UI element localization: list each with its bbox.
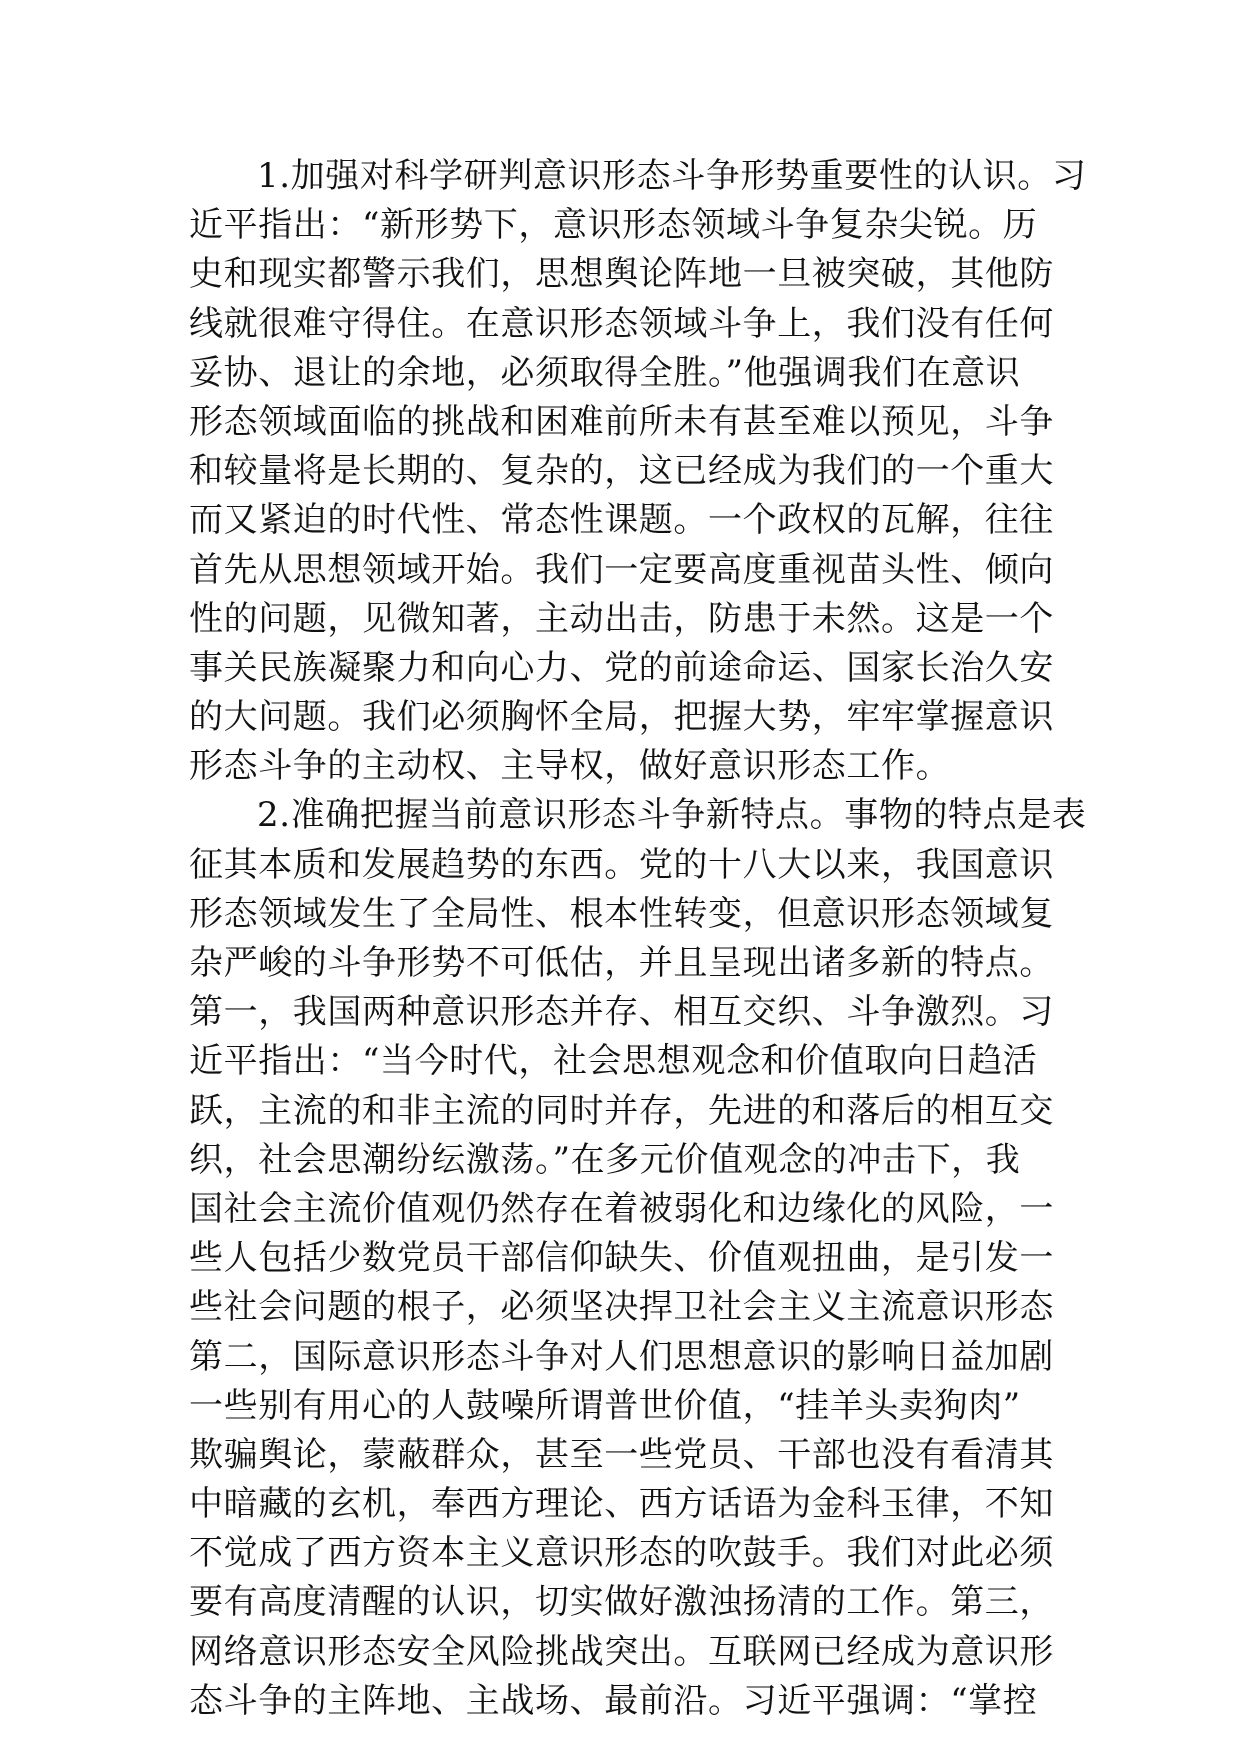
text-line: 国社会主流价值观仍然存在着被弱化和边缘化的风险，一	[189, 1188, 1054, 1229]
text-line: 而又紧迫的时代性、常态性课题。一个政权的瓦解，往往	[189, 500, 1054, 541]
text-line: 跃，主流的和非主流的同时并存，先进的和落后的相互交	[189, 1090, 1054, 1131]
text-line: 妥协、退让的余地，必须取得全胜。”他强调我们在意识	[189, 352, 1021, 393]
text-line: 第一，我国两种意识形态并存、相互交织、斗争激烈。习	[189, 992, 1054, 1033]
paragraph-2	[189, 791, 1087, 1726]
text-line: 态斗争的主阵地、主战场、最前沿。习近平强调：“掌控	[189, 1680, 1038, 1721]
text-line: 形态领域发生了全局性、根本性转变，但意识形态领域复	[189, 893, 1054, 934]
text-line: 2.准确把握当前意识形态斗争新特点。事物的特点是表	[257, 795, 1087, 836]
text-line: 首先从思想领域开始。我们一定要高度重视苗头性、倾向	[189, 549, 1054, 590]
text-line: 和较量将是长期的、复杂的，这已经成为我们的一个重大	[189, 451, 1054, 492]
text-line: 织，社会思潮纷纭激荡。”在多元价值观念的冲击下，我	[189, 1139, 1021, 1180]
text-line: 些社会问题的根子，必须坚决捍卫社会主义主流意识形态	[189, 1287, 1054, 1328]
text-line: 形态斗争的主动权、主导权，做好意识形态工作。	[189, 746, 951, 787]
text-line: 第二，国际意识形态斗争对人们思想意识的影响日益加剧	[189, 1336, 1054, 1377]
text-line: 些人包括少数党员干部信仰缺失、价值观扭曲，是引发一	[189, 1238, 1054, 1279]
text-line: 的大问题。我们必须胸怀全局，把握大势，牢牢掌握意识	[189, 697, 1054, 738]
text-line: 近平指出：“当今时代，社会思想观念和价值取向日趋活	[189, 1041, 1038, 1082]
text-line: 性的问题，见微知著，主动出击，防患于未然。这是一个	[189, 598, 1054, 639]
paragraph-1	[189, 152, 1087, 791]
text-line: 要有高度清醒的认识，切实做好激浊扬清的工作。第三，	[189, 1582, 1054, 1623]
body-text	[189, 152, 1087, 1726]
text-line: 不觉成了西方资本主义意识形态的吹鼓手。我们对此必须	[189, 1533, 1054, 1574]
text-line: 近平指出：“新形势下，意识形态领域斗争复杂尖锐。历	[189, 205, 1038, 246]
text-line: 中暗藏的玄机，奉西方理论、西方话语为金科玉律，不知	[189, 1484, 1054, 1525]
text-line: 1.加强对科学研判意识形态斗争形势重要性的认识。习	[257, 156, 1087, 196]
text-line: 事关民族凝聚力和向心力、党的前途命运、国家长治久安	[189, 647, 1054, 688]
text-line: 欺骗舆论，蒙蔽群众，甚至一些党员、干部也没有看清其	[189, 1434, 1054, 1475]
text-line: 征其本质和发展趋势的东西。党的十八大以来，我国意识	[189, 844, 1054, 885]
text-line: 网络意识形态安全风险挑战突出。互联网已经成为意识形	[189, 1631, 1054, 1672]
text-line: 杂严峻的斗争形势不可低估，并且呈现出诸多新的特点。	[189, 943, 1054, 983]
text-line: 形态领域面临的挑战和困难前所未有甚至难以预见，斗争	[189, 401, 1054, 442]
text-line: 史和现实都警示我们，思想舆论阵地一旦被突破，其他防	[189, 254, 1054, 295]
text-line: 线就很难守得住。在意识形态领域斗争上，我们没有任何	[189, 303, 1054, 344]
text-line: 一些别有用心的人鼓噪所谓普世价值，“挂羊头卖狗肉”	[189, 1385, 1021, 1426]
